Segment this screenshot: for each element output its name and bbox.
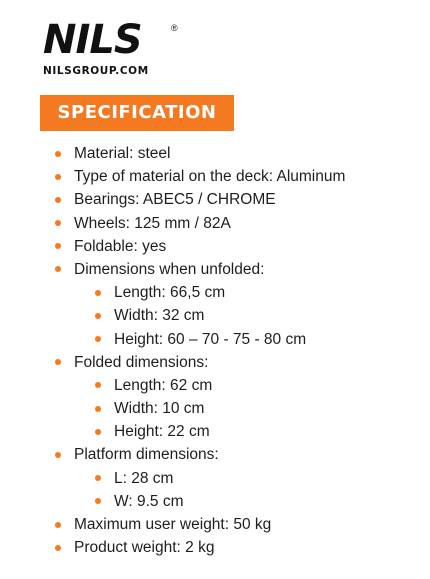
bullet-icon bbox=[95, 475, 101, 481]
spec-subitem bbox=[0, 281, 430, 304]
spec-item-text: Platform dimensions: bbox=[74, 446, 219, 464]
spec-item bbox=[0, 536, 430, 559]
spec-item-text: Wheels: 125 mm / 82A bbox=[74, 214, 231, 232]
spec-item bbox=[0, 212, 430, 235]
spec-item-text: L: 28 cm bbox=[114, 469, 174, 487]
spec-item bbox=[0, 443, 430, 466]
bullet-icon bbox=[95, 336, 101, 342]
spec-item-text: W: 9.5 cm bbox=[114, 492, 184, 510]
spec-item bbox=[0, 258, 430, 281]
spec-item-text: Length: 62 cm bbox=[114, 376, 213, 394]
spec-subitem bbox=[0, 397, 430, 420]
spec-subitem bbox=[0, 328, 430, 351]
spec-item bbox=[0, 165, 430, 188]
spec-item-text: Height: 60 – 70 - 75 - 80 cm bbox=[114, 330, 307, 348]
logo-website: NILSGROUP.COM bbox=[43, 65, 149, 77]
spec-item-text: Bearings: ABEC5 / CHROME bbox=[74, 191, 276, 209]
spec-item-text: Dimensions when unfolded: bbox=[74, 260, 265, 278]
bullet-icon bbox=[55, 174, 61, 180]
bullet-icon bbox=[55, 197, 61, 203]
spec-item bbox=[0, 235, 430, 258]
bullet-icon bbox=[55, 545, 61, 551]
spec-item bbox=[0, 351, 430, 374]
bullet-icon bbox=[55, 359, 61, 365]
bullet-icon bbox=[95, 290, 101, 296]
spec-item-text: Material: steel bbox=[74, 145, 171, 162]
spec-subitem bbox=[0, 304, 430, 327]
spec-item-text: Maximum user weight: 50 kg bbox=[74, 516, 272, 533]
specification-list bbox=[0, 142, 430, 559]
registered-mark: ® bbox=[171, 23, 178, 33]
section-title: SPECIFICATION bbox=[40, 95, 234, 131]
spec-item bbox=[0, 142, 430, 165]
bullet-icon bbox=[55, 522, 61, 528]
bullet-icon bbox=[55, 266, 61, 272]
bullet-icon bbox=[95, 498, 101, 504]
spec-subitem bbox=[0, 467, 430, 490]
bullet-icon bbox=[55, 151, 61, 157]
bullet-icon bbox=[55, 220, 61, 226]
bullet-icon bbox=[95, 406, 101, 412]
spec-item-text: Foldable: yes bbox=[74, 237, 167, 255]
spec-subitem bbox=[0, 490, 430, 513]
spec-item-text: Folded dimensions: bbox=[74, 353, 209, 371]
logo-wordmark: NILS bbox=[43, 17, 142, 63]
spec-item-text: Length: 66,5 cm bbox=[114, 284, 226, 302]
bullet-icon bbox=[95, 382, 101, 388]
spec-item-text: Width: 10 cm bbox=[114, 400, 205, 418]
spec-item bbox=[0, 513, 430, 536]
bullet-icon bbox=[95, 313, 101, 319]
spec-item-text: Width: 32 cm bbox=[114, 307, 205, 325]
brand-logo bbox=[43, 17, 183, 78]
spec-item-text: Height: 22 cm bbox=[114, 423, 210, 441]
spec-item-text: Type of material on the deck: Aluminum bbox=[74, 168, 346, 186]
bullet-icon bbox=[55, 452, 61, 458]
spec-subitem bbox=[0, 420, 430, 443]
spec-item-text: Product weight: 2 kg bbox=[74, 539, 215, 557]
spec-subitem bbox=[0, 374, 430, 397]
bullet-icon bbox=[95, 429, 101, 435]
bullet-icon bbox=[55, 243, 61, 249]
spec-item bbox=[0, 188, 430, 211]
